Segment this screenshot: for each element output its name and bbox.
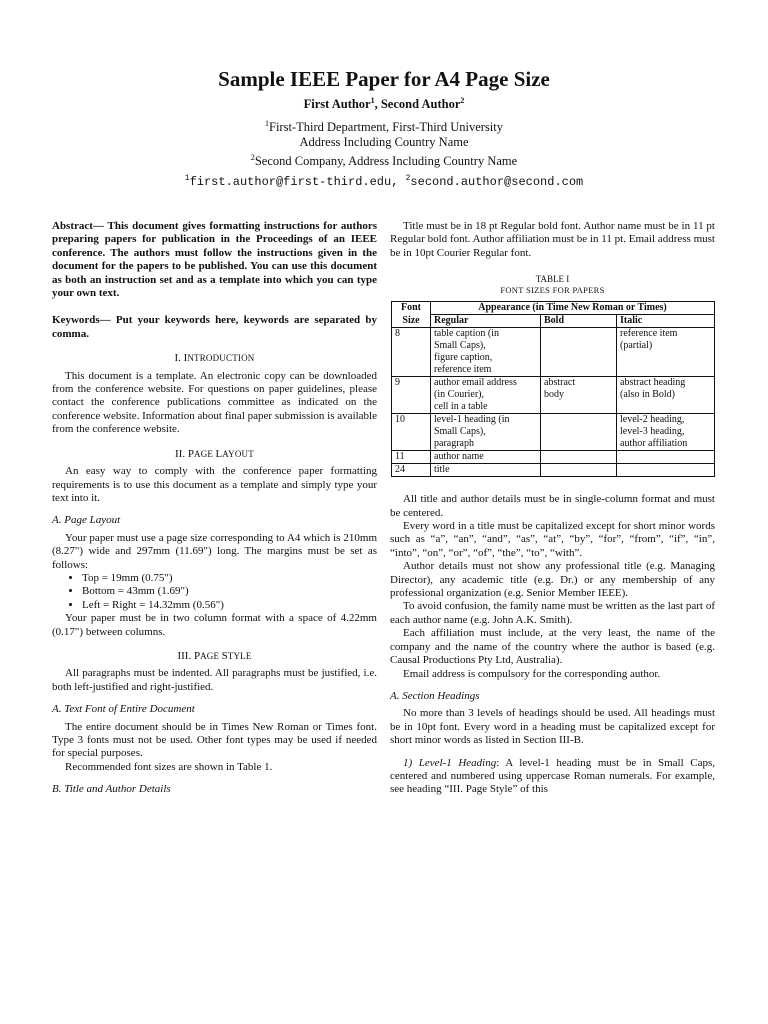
margin-top-item: • Top = 19mm (0.75") — [82, 572, 377, 585]
cell-line: paragraph — [434, 438, 474, 450]
table-header-row-2 — [392, 315, 715, 328]
cell-line: level-2 heading, — [620, 414, 685, 426]
margin-bottom-item: • Bottom = 43mm (1.69") — [82, 585, 377, 598]
single-column-paragraph: All title and author details must be in single-column format and must be centered. — [390, 493, 715, 519]
email-2: second.author@second.com — [410, 175, 584, 189]
cell-line: body — [544, 389, 564, 401]
section-rest-2: TYLE — [227, 650, 252, 661]
page-style-paragraph: All paragraphs must be indented. All paragraphs must be justified, i.e. both left-justified and right-justified. — [52, 667, 377, 693]
affiliation-2-line1: Second Company, Address Including Country Name — [254, 154, 518, 168]
section-heading-page-layout — [52, 448, 377, 461]
section-number: I. — [174, 352, 184, 365]
section-initial: I — [183, 352, 188, 365]
table-cell-bold — [541, 451, 617, 464]
table-cell-regular: title — [431, 464, 541, 477]
table-cell-bold — [541, 377, 617, 414]
table-cell-bold — [541, 464, 617, 477]
cell-line: abstract heading — [620, 377, 686, 389]
author-line — [0, 96, 768, 112]
section-number: II. — [175, 447, 188, 460]
table-row — [392, 464, 715, 477]
table-header-appearance: Appearance (in Time New Roman or Times) — [431, 302, 715, 315]
title-font-paragraph: Title must be in 18 pt Regular bold font. Author name must be in 11 pt Regular bold font. Author affiliation must be in 11 pt. Email address must be in 10pt Courier Regular font. — [390, 220, 715, 259]
table-header-size: Size — [392, 315, 431, 328]
page-layout-paragraph: An easy way to comply with the conference paper formatting requirements is to use this document as a template and simply type your text into it. — [52, 465, 377, 504]
first-author: First Author — [303, 97, 371, 111]
margin-list — [52, 572, 377, 612]
section-initial-2: S — [221, 649, 228, 662]
table-cell-regular — [431, 328, 541, 377]
table-cell-italic — [617, 464, 715, 477]
font-sizes-paragraph: Recommended font sizes are shown in Table 1. — [65, 760, 273, 773]
cell-line: (partial) — [620, 340, 653, 352]
cell-line: table caption (in — [434, 328, 499, 340]
affiliation-1-line1: First-Third Department, First-Third University — [269, 120, 503, 134]
cell-line: level-1 heading (in — [434, 414, 510, 426]
margin-side-item: • Left = Right = 14.32mm (0.56") — [82, 599, 377, 612]
table-cell-size: 24 — [392, 464, 431, 477]
table-cell-size: 10 — [392, 414, 431, 451]
level1-heading-paragraph — [390, 757, 715, 797]
email-line — [0, 175, 768, 189]
cell-line: reference item — [620, 328, 678, 340]
table-cell-italic — [617, 328, 715, 377]
abstract: Abstract— This document gives formatting instructions for authors preparing papers for publication in the Proceedings of an IEEE conference. The authors must follow the instructions given in the document for the papers to be published. You can use this document as both an instruction set and as a template into which you can type your own text. — [52, 220, 377, 300]
table-cell-regular — [431, 377, 541, 414]
table-row — [392, 414, 715, 451]
table-header-regular: Regular — [431, 315, 541, 328]
paper-title: Sample IEEE Paper for A4 Page Size — [218, 67, 550, 91]
affiliation-paragraph: Each affiliation must include, at the very least, the name of the company and the name of the country where the author is based (e.g. Causal Productions Pty Ltd, Australia). — [390, 627, 715, 667]
table-cell-italic — [617, 377, 715, 414]
email-paragraph: Email address is compulsory for the corresponding author. — [403, 667, 661, 680]
family-name-paragraph: To avoid confusion, the family name must be written as the last part of each author name (e.g. John A.K. Smith). — [390, 600, 715, 626]
author-sup-2: 2 — [460, 95, 465, 105]
table-cell-regular: author name — [431, 451, 541, 464]
table-cell-bold — [541, 328, 617, 377]
keywords: Keywords— Put your keywords here, keywords are separated by comma. — [52, 314, 377, 340]
author-sup-1: 1 — [370, 95, 375, 105]
table-header-bold: Bold — [541, 315, 617, 328]
table-row — [392, 451, 715, 464]
email-sup-2: 2 — [405, 174, 411, 183]
table-cell-size: 8 — [392, 328, 431, 377]
section-rest-2: AYOUT — [222, 448, 254, 459]
table-cell-size: 11 — [392, 451, 431, 464]
level1-heading-text: : A level-1 heading must be in Small Caps, centered and numbered using uppercase Roman numerals. For example, see heading “III. Page Style” of this — [390, 756, 715, 796]
affiliation-2 — [0, 154, 768, 169]
table-cell-regular — [431, 414, 541, 451]
table-header-row-1 — [392, 302, 715, 315]
cell-line: level-3 heading, — [620, 426, 685, 438]
table-cell-italic — [617, 414, 715, 451]
cell-line: (in Courier), — [434, 389, 484, 401]
table-subcaption: FONT SIZES FOR PAPERS — [500, 285, 605, 296]
table-header-italic: Italic — [617, 315, 715, 328]
cell-line: Small Caps), — [434, 340, 486, 352]
left-column — [52, 220, 377, 801]
font-size-table — [391, 301, 715, 477]
table-cell-bold — [541, 414, 617, 451]
table-row — [392, 377, 715, 414]
affiliation-1-line2: Address Including Country Name — [299, 135, 469, 149]
subsection-title-author: B. Title and Author Details — [52, 783, 171, 796]
section-rest: NTRODUCTION — [187, 353, 255, 364]
cell-line: Small Caps), — [434, 426, 486, 438]
subsection-text-font: A. Text Font of Entire Document — [52, 703, 195, 716]
section-heading-page-style — [52, 650, 377, 663]
section-rest: AGE — [200, 650, 222, 661]
cell-line: (also in Bold) — [620, 389, 675, 401]
email-separator: , — [391, 175, 406, 189]
introduction-paragraph: This document is a template. An electronic copy can be downloaded from the conference website. For questions on paper guidelines, please contact the conference publications committee as indicated on the conference website. Information about final paper submission is available from the conference website. — [52, 369, 377, 436]
affiliation-1 — [0, 120, 768, 150]
table-caption: TABLE I — [535, 274, 570, 285]
table-header-font: Font — [392, 302, 431, 315]
email-sup-1: 1 — [184, 174, 190, 183]
second-author: Second Author — [380, 97, 461, 111]
cell-line: author email address — [434, 377, 517, 389]
table-cell-size: 9 — [392, 377, 431, 414]
section-rest: AGE — [194, 448, 216, 459]
affiliation-1-sup: 1 — [265, 118, 269, 128]
email-1: first.author@first-third.edu — [189, 175, 392, 189]
cell-line: abstract — [544, 377, 576, 389]
cell-line: figure caption, — [434, 352, 493, 364]
text-font-paragraph: The entire document should be in Times New Roman or Times font. Type 3 fonts must not be used. Other font types may be used if needed for special purposes. — [52, 720, 377, 760]
page-size-paragraph: Your paper must use a page size corresponding to A4 which is 210mm (8.27") wide and 297mm (11.69") long. The margins must be set as follows: — [52, 531, 377, 571]
level1-heading-label: 1) Level-1 Heading — [403, 756, 497, 769]
subsection-section-headings: A. Section Headings — [390, 689, 480, 702]
cell-line: reference item — [434, 364, 492, 376]
section-number: III. — [177, 649, 194, 662]
capitalization-paragraph: Every word in a title must be capitalized except for short minor words such as “a”, “an”, “and”, “as”, “at”, “by”, “for”, “from”, “if”, “in”, “into”, “on”, “or”, “of”, “the”, “to”, “with”. — [390, 520, 715, 559]
cell-line: author affiliation — [620, 438, 688, 450]
section-initial: P — [193, 649, 201, 662]
table-cell-italic — [617, 451, 715, 464]
section-heading-introduction — [52, 352, 377, 365]
section-initial-2: L — [215, 447, 223, 460]
headings-paragraph: No more than 3 levels of headings should be used. All headings must be in 10pt font. Every word in a heading must be capitalized except for short minor words as listed in Section III-B. — [390, 707, 715, 747]
column-format-paragraph: Your paper must be in two column format with a space of 4.22mm (0.17") between columns. — [52, 612, 377, 638]
author-details-paragraph: Author details must not show any professional title (e.g. Managing Director), any academic title (e.g. Dr.) or any membership of any professional organization (e.g. Senior Member IEEE). — [390, 560, 715, 600]
section-initial: P — [187, 447, 194, 460]
right-column — [390, 220, 715, 797]
affiliation-2-sup: 2 — [250, 152, 255, 162]
table-row — [392, 328, 715, 377]
subsection-page-layout: A. Page Layout — [52, 514, 121, 527]
author-separator: , — [374, 97, 381, 111]
cell-line: cell in a table — [434, 401, 488, 413]
